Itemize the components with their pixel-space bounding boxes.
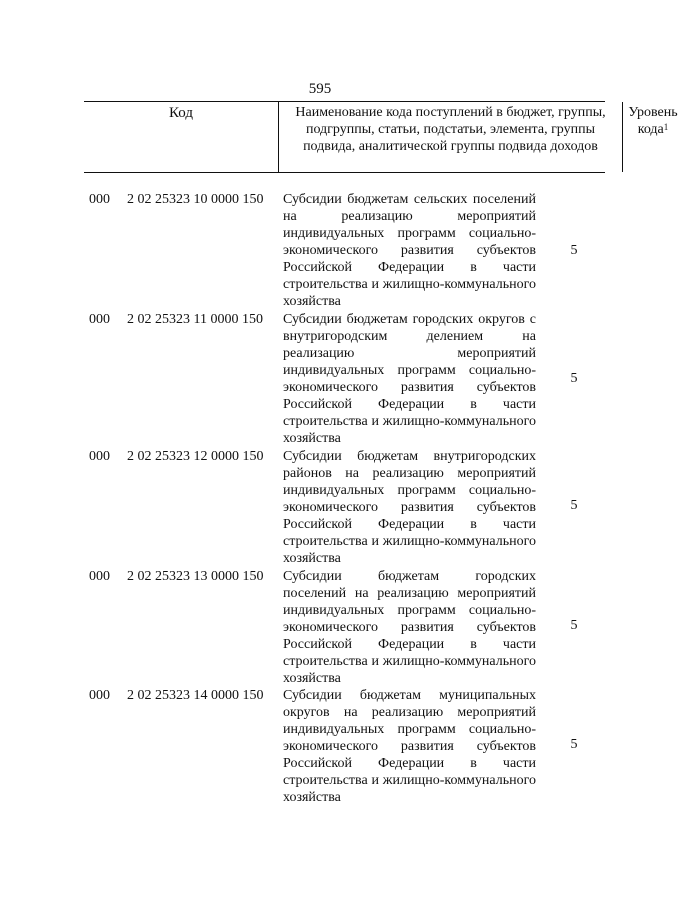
row-name: Субсидии бюджетам муниципальных округов на реализацию мероприятий индивидуальных программ социально-экономического развития субъектов Российской Федерации в части строительства и жилищно-коммунального хозяйства <box>283 688 536 805</box>
row-prefix: 000 <box>89 688 110 703</box>
header-level-footnote: 1 <box>663 122 669 132</box>
row-name: Субсидии бюджетам городских округов с внутригородским делением на реализацию мероприятий индивидуальных программ социально-экономического развития субъектов Российской Федерации в части строительства и жилищно-коммунального хозяйства <box>283 312 536 446</box>
row-level: 5 <box>570 243 578 258</box>
page-number: 595 <box>308 81 332 97</box>
header-level <box>623 102 683 172</box>
row-code: 2 02 25323 11 0000 150 <box>127 312 263 327</box>
row-prefix: 000 <box>89 312 110 327</box>
header-level-label: Уровень кода <box>628 105 678 137</box>
row-level: 5 <box>570 618 578 633</box>
table-header <box>84 101 678 173</box>
row-name: Субсидии бюджетам сельских поселений на реализацию мероприятий индивидуальных программ социально-экономического развития субъектов Российской Федерации в части строительства и жилищно-коммунального хозяйства <box>283 192 536 309</box>
header-name: Наименование кода поступлений в бюджет, группы, подгруппы, статьи, подстатьи, элемента, группы подвида, аналитической группы подвида доходов <box>279 102 623 172</box>
row-name: Субсидии бюджетам городских поселений на реализацию мероприятий индивидуальных программ социально-экономического развития субъектов Российской Федерации в части строительства и жилищно-коммунального хозяйства <box>283 569 536 686</box>
row-prefix: 000 <box>89 449 110 464</box>
row-name: Субсидии бюджетам внутригородских районов на реализацию мероприятий индивидуальных программ социально-экономического развития субъектов Российской Федерации в части строительства и жилищно-коммунального хозяйства <box>283 449 536 566</box>
header-code: Код <box>84 102 279 172</box>
row-prefix: 000 <box>89 192 110 207</box>
row-code: 2 02 25323 12 0000 150 <box>127 449 264 464</box>
row-code: 2 02 25323 14 0000 150 <box>127 688 264 703</box>
row-level: 5 <box>570 737 578 752</box>
row-prefix: 000 <box>89 569 110 584</box>
row-code: 2 02 25323 13 0000 150 <box>127 569 264 584</box>
row-level: 5 <box>570 371 578 386</box>
row-code: 2 02 25323 10 0000 150 <box>127 192 264 207</box>
row-level: 5 <box>570 498 578 513</box>
